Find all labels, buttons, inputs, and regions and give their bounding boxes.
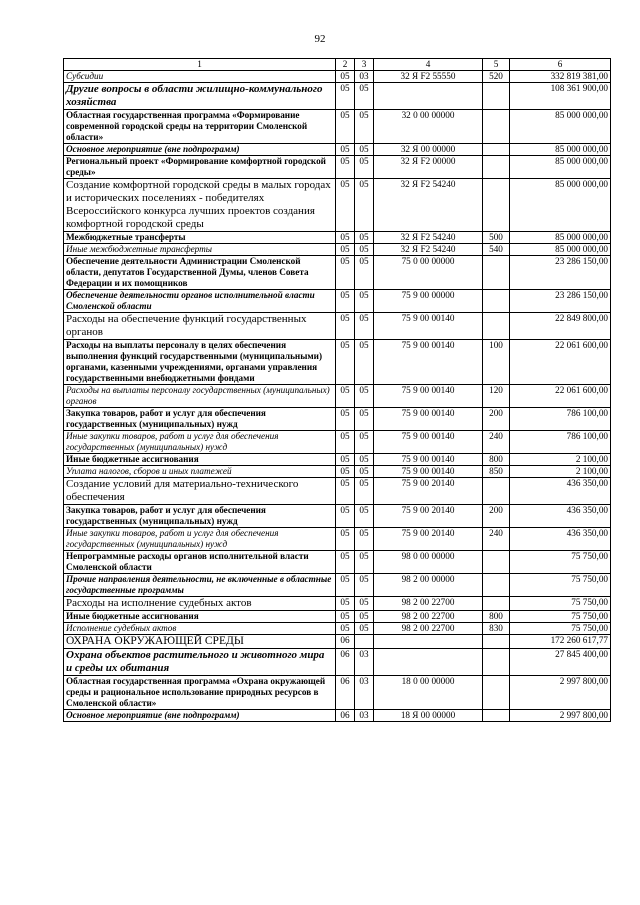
row-name-cell: Региональный проект «Формирование комфортной городской среды»: [64, 156, 336, 179]
expense-type-cell: [483, 635, 510, 649]
target-article-cell: 75 9 00 00140: [374, 313, 483, 340]
amount-cell: 75 750,00: [510, 597, 611, 611]
target-article-cell: 98 2 00 22700: [374, 623, 483, 635]
target-article-cell: 32 Я F2 55550: [374, 71, 483, 83]
expense-type-cell: [483, 551, 510, 574]
subsection-code-cell: 05: [355, 156, 374, 179]
table-body: [64, 71, 611, 722]
table-row: [64, 623, 611, 635]
amount-cell: 85 000 000,00: [510, 179, 611, 232]
section-code-cell: 05: [336, 156, 355, 179]
subsection-code-cell: 05: [355, 313, 374, 340]
target-article-cell: 75 9 00 00140: [374, 408, 483, 431]
budget-table: [63, 58, 611, 722]
table-row: [64, 466, 611, 478]
header-col-2: 2: [336, 59, 355, 71]
row-name-cell: Основное мероприятие (вне подпрограмм): [64, 144, 336, 156]
table-row: [64, 290, 611, 313]
row-name-cell: Расходы на исполнение судебных актов: [64, 597, 336, 611]
row-name-cell: Закупка товаров, работ и услуг для обеспечения государственных (муниципальных) нужд: [64, 408, 336, 431]
subsection-code-cell: 05: [355, 431, 374, 454]
target-article-cell: 75 9 00 20140: [374, 528, 483, 551]
target-article-cell: 75 9 00 00000: [374, 290, 483, 313]
subsection-code-cell: 05: [355, 340, 374, 385]
subsection-code-cell: 05: [355, 528, 374, 551]
subsection-code-cell: 05: [355, 466, 374, 478]
row-name-cell: Непрограммные расходы органов исполнительной власти Смоленской области: [64, 551, 336, 574]
section-code-cell: 06: [336, 649, 355, 676]
amount-cell: 332 819 381,00: [510, 71, 611, 83]
section-code-cell: 05: [336, 454, 355, 466]
expense-type-cell: 100: [483, 340, 510, 385]
expense-type-cell: [483, 156, 510, 179]
expense-type-cell: [483, 478, 510, 505]
expense-type-cell: [483, 676, 510, 710]
amount-cell: 85 000 000,00: [510, 244, 611, 256]
expense-type-cell: [483, 144, 510, 156]
amount-cell: 436 350,00: [510, 505, 611, 528]
subsection-code-cell: 05: [355, 408, 374, 431]
header-col-4: 4: [374, 59, 483, 71]
subsection-code-cell: 05: [355, 244, 374, 256]
target-article-cell: 75 9 00 00140: [374, 431, 483, 454]
section-code-cell: 05: [336, 144, 355, 156]
expense-type-cell: [483, 649, 510, 676]
subsection-code-cell: 05: [355, 597, 374, 611]
section-code-cell: 05: [336, 431, 355, 454]
target-article-cell: 32 0 00 00000: [374, 110, 483, 144]
row-name-cell: Охрана объектов растительного и животного мира и среды их обитания: [64, 649, 336, 676]
target-article-cell: 75 9 00 00140: [374, 454, 483, 466]
table-row: [64, 110, 611, 144]
amount-cell: 75 750,00: [510, 623, 611, 635]
subsection-code-cell: 03: [355, 676, 374, 710]
row-name-cell: Исполнение судебных актов: [64, 623, 336, 635]
amount-cell: 2 997 800,00: [510, 676, 611, 710]
section-code-cell: 05: [336, 478, 355, 505]
section-code-cell: 06: [336, 676, 355, 710]
expense-type-cell: [483, 179, 510, 232]
table-row: [64, 454, 611, 466]
section-code-cell: 05: [336, 340, 355, 385]
expense-type-cell: 800: [483, 454, 510, 466]
row-name-cell: Создание условий для материально-технического обеспечения: [64, 478, 336, 505]
target-article-cell: 75 9 00 20140: [374, 478, 483, 505]
section-code-cell: 06: [336, 710, 355, 722]
expense-type-cell: 850: [483, 466, 510, 478]
amount-cell: 22 061 600,00: [510, 385, 611, 408]
amount-cell: 75 750,00: [510, 611, 611, 623]
section-code-cell: 05: [336, 290, 355, 313]
target-article-cell: 32 Я F2 54240: [374, 232, 483, 244]
subsection-code-cell: 05: [355, 232, 374, 244]
table-row: [64, 431, 611, 454]
subsection-code-cell: 05: [355, 256, 374, 290]
row-name-cell: Основное мероприятие (вне подпрограмм): [64, 710, 336, 722]
subsection-code-cell: 05: [355, 505, 374, 528]
table-row: [64, 635, 611, 649]
table-row: [64, 232, 611, 244]
expense-type-cell: 120: [483, 385, 510, 408]
section-code-cell: 05: [336, 385, 355, 408]
target-article-cell: 98 0 00 00000: [374, 551, 483, 574]
table-row: [64, 676, 611, 710]
section-code-cell: 05: [336, 551, 355, 574]
table-row: [64, 156, 611, 179]
amount-cell: 172 260 617,77: [510, 635, 611, 649]
table-row: [64, 408, 611, 431]
section-code-cell: 05: [336, 83, 355, 110]
section-code-cell: 05: [336, 71, 355, 83]
target-article-cell: [374, 635, 483, 649]
target-article-cell: 98 2 00 00000: [374, 574, 483, 597]
section-code-cell: 05: [336, 574, 355, 597]
amount-cell: 108 361 900,00: [510, 83, 611, 110]
table-row: [64, 710, 611, 722]
amount-cell: 2 100,00: [510, 466, 611, 478]
row-name-cell: Расходы на обеспечение функций государственных органов: [64, 313, 336, 340]
row-name-cell: Закупка товаров, работ и услуг для обеспечения государственных (муниципальных) нужд: [64, 505, 336, 528]
expense-type-cell: [483, 83, 510, 110]
table-row: [64, 574, 611, 597]
amount-cell: 85 000 000,00: [510, 156, 611, 179]
row-name-cell: Субсидии: [64, 71, 336, 83]
section-code-cell: 05: [336, 528, 355, 551]
target-article-cell: 75 9 00 20140: [374, 505, 483, 528]
expense-type-cell: [483, 597, 510, 611]
row-name-cell: Иные закупки товаров, работ и услуг для обеспечения государственных (муниципальных) нужд: [64, 528, 336, 551]
expense-type-cell: [483, 710, 510, 722]
section-code-cell: 05: [336, 597, 355, 611]
amount-cell: 85 000 000,00: [510, 144, 611, 156]
subsection-code-cell: 05: [355, 478, 374, 505]
page-number: 92: [314, 33, 326, 45]
section-code-cell: 05: [336, 611, 355, 623]
target-article-cell: 75 9 00 00140: [374, 466, 483, 478]
amount-cell: 75 750,00: [510, 574, 611, 597]
subsection-code-cell: 05: [355, 551, 374, 574]
expense-type-cell: [483, 290, 510, 313]
table-row: [64, 649, 611, 676]
target-article-cell: 32 Я F2 00000: [374, 156, 483, 179]
section-code-cell: 05: [336, 232, 355, 244]
target-article-cell: [374, 649, 483, 676]
subsection-code-cell: 03: [355, 649, 374, 676]
subsection-code-cell: [355, 635, 374, 649]
table-row: [64, 340, 611, 385]
table-row: [64, 71, 611, 83]
amount-cell: 23 286 150,00: [510, 290, 611, 313]
expense-type-cell: [483, 313, 510, 340]
expense-type-cell: 200: [483, 408, 510, 431]
row-name-cell: Обеспечение деятельности Администрации Смоленской области, депутатов Государственной Думы, членов Совета Федерации и их помощников: [64, 256, 336, 290]
section-code-cell: 05: [336, 179, 355, 232]
target-article-cell: 18 0 00 00000: [374, 676, 483, 710]
row-name-cell: Межбюджетные трансферты: [64, 232, 336, 244]
amount-cell: 23 286 150,00: [510, 256, 611, 290]
target-article-cell: 98 2 00 22700: [374, 597, 483, 611]
expense-type-cell: 240: [483, 528, 510, 551]
header-col-3: 3: [355, 59, 374, 71]
table-row: [64, 528, 611, 551]
row-name-cell: Расходы на выплаты персоналу в целях обеспечения выполнения функций государственными (муниципальными) органами, казенными учреждениями, органами управления государственными внебюджетными фондами: [64, 340, 336, 385]
table-row: [64, 611, 611, 623]
expense-type-cell: [483, 110, 510, 144]
amount-cell: 2 997 800,00: [510, 710, 611, 722]
section-code-cell: 05: [336, 408, 355, 431]
row-name-cell: Прочие направления деятельности, не включенные в областные государственные программы: [64, 574, 336, 597]
amount-cell: 436 350,00: [510, 528, 611, 551]
row-name-cell: Создание комфортной городской среды в малых городах и исторических поселениях - победителях Всероссийского конкурса лучших проектов создания комфортной городской среды: [64, 179, 336, 232]
subsection-code-cell: 05: [355, 179, 374, 232]
expense-type-cell: [483, 574, 510, 597]
subsection-code-cell: 05: [355, 144, 374, 156]
table-header-row: [64, 59, 611, 71]
subsection-code-cell: 05: [355, 623, 374, 635]
header-col-1: 1: [64, 59, 336, 71]
section-code-cell: 05: [336, 110, 355, 144]
row-name-cell: Уплата налогов, сборов и иных платежей: [64, 466, 336, 478]
amount-cell: 75 750,00: [510, 551, 611, 574]
target-article-cell: 75 9 00 00140: [374, 385, 483, 408]
subsection-code-cell: 05: [355, 454, 374, 466]
subsection-code-cell: 05: [355, 110, 374, 144]
expense-type-cell: 540: [483, 244, 510, 256]
table-row: [64, 144, 611, 156]
row-name-cell: Обеспечение деятельности органов исполнительной власти Смоленской области: [64, 290, 336, 313]
table-row: [64, 313, 611, 340]
target-article-cell: 98 2 00 22700: [374, 611, 483, 623]
section-code-cell: 05: [336, 505, 355, 528]
section-code-cell: 05: [336, 466, 355, 478]
expense-type-cell: [483, 256, 510, 290]
row-name-cell: Иные бюджетные ассигнования: [64, 454, 336, 466]
row-name-cell: Иные закупки товаров, работ и услуг для обеспечения государственных (муниципальных) нужд: [64, 431, 336, 454]
subsection-code-cell: 05: [355, 574, 374, 597]
target-article-cell: 32 Я F2 54240: [374, 179, 483, 232]
expense-type-cell: 520: [483, 71, 510, 83]
table-row: [64, 551, 611, 574]
section-code-cell: 05: [336, 244, 355, 256]
subsection-code-cell: 05: [355, 611, 374, 623]
target-article-cell: 75 0 00 00000: [374, 256, 483, 290]
amount-cell: 85 000 000,00: [510, 232, 611, 244]
target-article-cell: 32 Я F2 54240: [374, 244, 483, 256]
amount-cell: 27 845 400,00: [510, 649, 611, 676]
amount-cell: 786 100,00: [510, 408, 611, 431]
table-row: [64, 244, 611, 256]
header-col-6: 6: [510, 59, 611, 71]
subsection-code-cell: 03: [355, 710, 374, 722]
target-article-cell: 32 Я 00 00000: [374, 144, 483, 156]
section-code-cell: 05: [336, 623, 355, 635]
subsection-code-cell: 03: [355, 71, 374, 83]
amount-cell: 85 000 000,00: [510, 110, 611, 144]
amount-cell: 436 350,00: [510, 478, 611, 505]
section-code-cell: 06: [336, 635, 355, 649]
target-article-cell: 75 9 00 00140: [374, 340, 483, 385]
subsection-code-cell: 05: [355, 83, 374, 110]
amount-cell: 2 100,00: [510, 454, 611, 466]
table-row: [64, 597, 611, 611]
table-row: [64, 256, 611, 290]
expense-type-cell: 240: [483, 431, 510, 454]
amount-cell: 22 849 800,00: [510, 313, 611, 340]
expense-type-cell: 200: [483, 505, 510, 528]
row-name-cell: Областная государственная программа «Формирование современной городской среды на территории Смоленской области»: [64, 110, 336, 144]
expense-type-cell: 800: [483, 611, 510, 623]
header-col-5: 5: [483, 59, 510, 71]
table-row: [64, 505, 611, 528]
table-row: [64, 478, 611, 505]
table-row: [64, 179, 611, 232]
section-code-cell: 05: [336, 256, 355, 290]
section-code-cell: 05: [336, 313, 355, 340]
amount-cell: 22 061 600,00: [510, 340, 611, 385]
row-name-cell: ОХРАНА ОКРУЖАЮЩЕЙ СРЕДЫ: [64, 635, 336, 649]
row-name-cell: Другие вопросы в области жилищно-коммунального хозяйства: [64, 83, 336, 110]
row-name-cell: Расходы на выплаты персоналу государственных (муниципальных) органов: [64, 385, 336, 408]
amount-cell: 786 100,00: [510, 431, 611, 454]
subsection-code-cell: 05: [355, 290, 374, 313]
table-row: [64, 385, 611, 408]
expense-type-cell: 830: [483, 623, 510, 635]
table-row: [64, 83, 611, 110]
row-name-cell: Областная государственная программа «Охрана окружающей среды и рациональное использование природных ресурсов в Смоленской области»: [64, 676, 336, 710]
target-article-cell: [374, 83, 483, 110]
target-article-cell: 18 Я 00 00000: [374, 710, 483, 722]
row-name-cell: Иные бюджетные ассигнования: [64, 611, 336, 623]
subsection-code-cell: 05: [355, 385, 374, 408]
expense-type-cell: 500: [483, 232, 510, 244]
row-name-cell: Иные межбюджетные трансферты: [64, 244, 336, 256]
